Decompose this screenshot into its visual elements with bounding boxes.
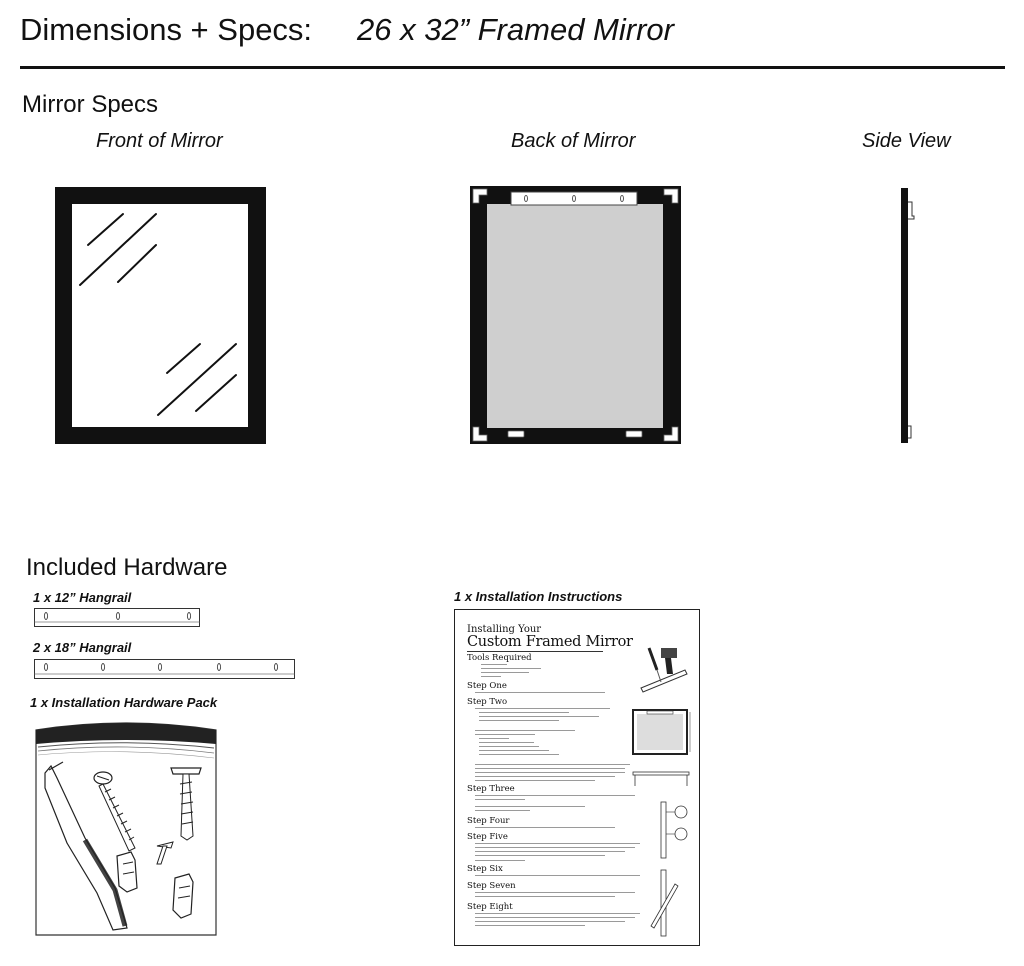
mirror-front-icon	[55, 187, 266, 444]
step-heading: Step Five	[467, 832, 508, 842]
mirror-side-icon	[645, 868, 693, 938]
step-heading: Step One	[467, 681, 507, 691]
mirror-back-icon	[631, 708, 693, 756]
step-heading: Step Four	[467, 816, 510, 826]
step-heading: Step Seven	[467, 881, 516, 891]
hangrail-icon	[34, 608, 200, 628]
hangrail-12-label: 1 x 12” Hangrail	[33, 590, 132, 605]
front-view-label: Front of Mirror	[96, 130, 223, 152]
hangrail-icon	[34, 659, 295, 680]
header-divider	[20, 66, 1005, 69]
hardware-pack-icon	[35, 718, 217, 936]
hangrail-icon	[631, 770, 693, 788]
mirror-side-icon	[651, 800, 693, 860]
instructions-sheet	[454, 609, 700, 946]
mirror-specs-heading: Mirror Specs	[22, 91, 159, 118]
tools-heading: Tools Required	[467, 653, 532, 663]
back-view-label: Back of Mirror	[511, 130, 636, 152]
step-heading: Step Three	[467, 784, 515, 794]
page-title: Dimensions + Specs:	[20, 12, 313, 47]
hardware-pack-label: 1 x Installation Hardware Pack	[30, 695, 218, 710]
instructions-title-rule	[467, 651, 603, 652]
anchor-icon	[117, 852, 137, 892]
anchor-icon	[173, 874, 193, 918]
step-heading: Step Two	[467, 697, 508, 707]
side-view-label: Side View	[862, 130, 951, 152]
instructions-title-line2: Custom Framed Mirror	[467, 634, 633, 650]
mirror-side-icon	[898, 186, 920, 444]
tools-icon	[631, 640, 691, 700]
step-heading: Step Eight	[467, 902, 513, 912]
included-hardware-heading: Included Hardware	[26, 554, 228, 581]
instructions-label: 1 x Installation Instructions	[454, 589, 623, 604]
instructions-title-line1: Installing Your	[467, 624, 542, 635]
product-name: 26 x 32” Framed Mirror	[357, 12, 674, 47]
hangrail-18-label: 2 x 18” Hangrail	[33, 640, 132, 655]
mirror-back-icon	[470, 186, 681, 444]
step-heading: Step Six	[467, 864, 503, 874]
